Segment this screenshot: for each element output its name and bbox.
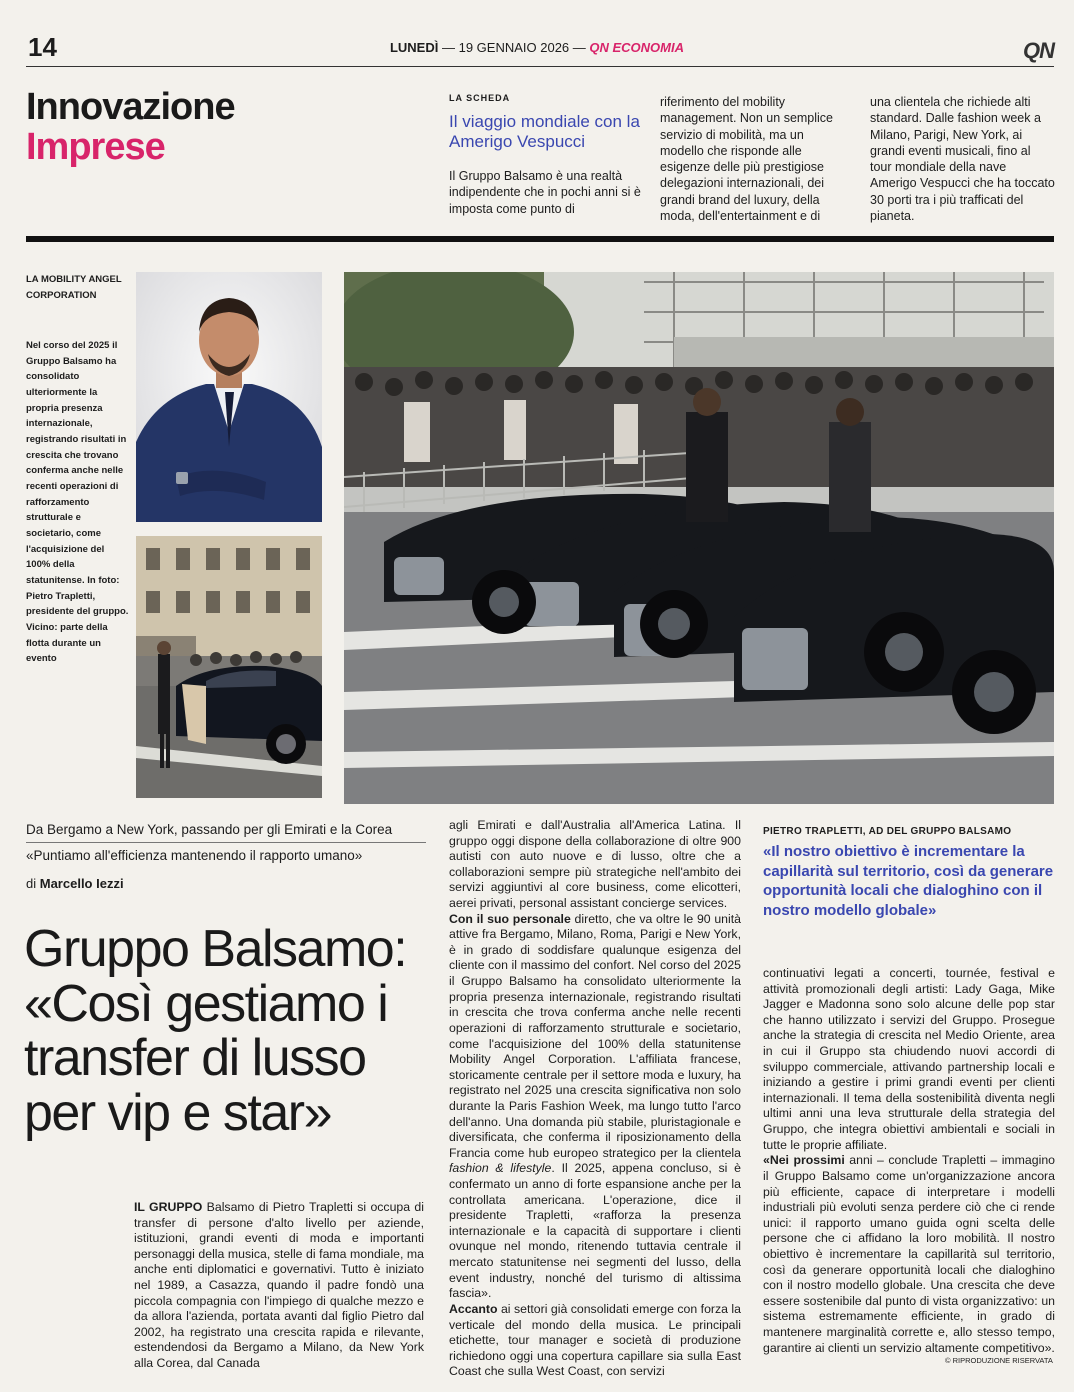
scheda-title: Il viaggio mondiale con la Amerigo Vespucci: [449, 112, 640, 151]
folio: [0, 40, 1074, 55]
col3-paragraph-2: [763, 1153, 1055, 1356]
col1-lead: IL GRUPPO: [134, 1200, 203, 1214]
caption-text: Nel corso del 2025 il Gruppo Balsamo ha consolidato ulteriormente la propria presenza internazionale, registrando risultati in crescita che trovano conferma anche nelle recenti operazioni di rafforzamento strutturale e societario, come l'acquisizione del 100% della statunitense. In foto: Pietro Trapletti, presidente del gruppo. Vicino: parte della flotta durante un evento: [26, 340, 129, 665]
pull-quote: «Il nostro obiettivo è incrementare la capillarità sul territorio, così da generare opportunità locali che dialoghino con il nostro modello globale»: [763, 843, 1054, 919]
article-deck-2: «Puntiamo all'efficienza mantenendo il rapporto umano»: [26, 848, 363, 863]
quote-kicker: PIETRO TRAPLETTI, AD DEL GRUPPO BALSAMO: [763, 826, 1012, 837]
col2-p2-emphasis: fashion & lifestyle: [449, 1161, 552, 1176]
copyright-notice: © RIPRODUZIONE RISERVATA: [945, 1356, 1053, 1365]
byline: [26, 876, 124, 891]
col2-paragraph-2: [449, 912, 741, 1302]
page-number: 14: [28, 32, 57, 62]
header-divider: [26, 66, 1054, 67]
col2-p2-lead: Con il suo personale: [449, 911, 571, 926]
col2-paragraph-1: agli Emirati e dall'Australia all'America Latina. Il gruppo oggi dispone della collaborazione di oltre 900 autisti con auto nuove e di lusso, oltre che a collaborazioni sempre più strategiche nell'ambito dei servizi aggiuntivi al core business, come elicotteri, aerei privati, personal assistant concierge services.: [449, 818, 741, 911]
col2-paragraph-3: [449, 1302, 741, 1380]
scheda-column-3: una clientela che richiede alti standard. Dalle fashion week a Milano, Parigi, New York, ai grandi eventi musicali, fino al tour mondiale della nave Amerigo Vespucci che ha toccato 30 porti tra i più trafficati del pianeta.: [870, 95, 1055, 223]
caption-heading: LA MOBILITY ANGEL CORPORATION: [26, 274, 122, 301]
article-column-3: [763, 966, 1055, 1356]
col2-p2-end: . Il 2025, appena concluso, si è confermato un anno di forte espansione anche per la controllata americana. L'operazione, dice il presidente Trapletti, «rafforza la presenza internazionale e la capacità di supportare i clienti ovunque nel mondo, ritenendo tuttavia centrale il mercato statunitense nei segmenti del lusso, della event industry, nonché del turismo di altissima fascia».: [449, 1161, 741, 1301]
col3-p2-lead: «Nei prossimi: [763, 1153, 845, 1168]
byline-prefix: di: [26, 876, 37, 891]
author-name: Marcello Iezzi: [39, 876, 124, 891]
folio-date: — 19 GENNAIO 2026 —: [441, 40, 586, 55]
folio-day: LUNEDÌ: [389, 40, 439, 55]
street-car-photo: [136, 536, 322, 798]
col2-p3-lead: Accanto: [449, 1301, 498, 1316]
article-column-1: [134, 1200, 424, 1372]
scheda-kicker: LA SCHEDA: [449, 93, 511, 103]
scheda-column-2: riferimento del mobility management. Non un semplice servizio di mobilità, ma un modello che risponde alle esigenze delle più prestigiose delegazioni internazionali, dei grandi brand del luxury, della moda, dell'entertainment e di: [660, 95, 834, 223]
section-title-line2: Imprese: [26, 126, 165, 168]
article-headline: Gruppo Balsamo: «Così gestiamo i transfer di lusso per vip e star»: [24, 920, 407, 1142]
fleet-event-photo: [344, 272, 1054, 804]
portrait-photo: [136, 272, 322, 522]
folio-section-brand: QN ECONOMIA: [589, 40, 685, 55]
qn-logo: QN: [1023, 38, 1054, 63]
col3-paragraph-1: continuativi legati a concerti, tournée, festival e attività promozionali degli artisti: Lady Gaga, Mike Jagger e Madonna sono solo alcune delle pop star che hanno utilizzato i servizi del Gruppo. Prosegue anche la strategia di crescita nel Medio Oriente, area in cui il Gruppo sta chiudendo nuovi accordi di sviluppo commerciale, attivando partnership locali e iniziando a gestire i primi grandi eventi per clienti internazionali. Il tema della sostenibilità diventa negli ultimi anni una leva strutturale della strategia del Gruppo, che integra obiettivi ambientali e sociali in tutte le proprie affiliate.: [763, 966, 1055, 1152]
scheda-column-1: Il Gruppo Balsamo è una realtà indipendente che in pochi anni si è imposta come punto di: [449, 169, 641, 216]
section-divider: [26, 236, 1054, 242]
col2-p2-text: diretto, che va oltre le 90 unità attive fra Bergamo, Milano, Roma, Parigi e New York, è in grado di soddisfare qualunque esigenza del cliente con il massimo del confort. Nel corso del 2025 il Gruppo Balsamo ha consolidato ulteriormente la propria presenza internazionale, registrando risultati in crescita che trova conferma anche nelle recenti operazioni di rafforzamento strutturale e societario, come l'acquisizione del 100% della statunitense Mobility Angel Corporation. L'affiliata francese, storicamente centrale per il settore moda e luxury, ha registrato nel 2025 una crescita significativa non solo durante la Paris Fashion Week, ma lungo tutto l'arco dell'anno. Una domanda più stabile, pluristagionale e diversificata, che conferma il riposizionamento della Francia come hub europeo strategico per la clientela: [449, 911, 741, 1160]
section-title-line1: Innovazione: [26, 86, 235, 128]
bleed-through-text: [300, 100, 309, 139]
col3-p2-text: anni – conclude Trapletti – immagino il Gruppo Balsamo come un'organizzazione ancora più efficiente, capace di interpretare i modelli industriali più evoluti senza perdere ciò che ci rende unici: il rapporto umano guida ogni scelta delle persone che ci affidano la loro mobilità. Il nostro obiettivo è incrementare la capillarità sul territorio, così da generare opportunità locali che dialoghino con il nostro modello globale. Una crescita che deve essere sostenibile dal punto di vista organizzativo: un sistema estremamente efficiente, in grado di mantenere marginalità corrette e, allo stesso tempo, garantire ai clienti un servizio altamente competitivo».: [763, 1153, 1056, 1355]
col1-text: Balsamo di Pietro Trapletti si occupa di transfer di persone d'alto livello per aziende, istituzioni, grandi eventi di moda e importanti personaggi della musica, stelle di fama mondiale, ma anche enti diplomatici e governativi. Tutto è iniziato nel 1989, a Casazza, quando il padre fondò una piccola compagnia con l'impiego di qualche mezzo e da allora l'azienda, portata avanti dal figlio Pietro dal 2002, ha registrato una crescita rapida e rilevante, estendendosi da Bergamo a Milano, da New York alla Corea, dal Canada: [134, 1200, 424, 1371]
col2-p3-text: ai settori già consolidati emerge con forza la verticale del mondo della musica. Le principali etichette, tour manager e società di produzione richiedono oggi una copertura capillare sia sulla East Coast che sulla West Coast, con servizi: [449, 1301, 741, 1379]
article-column-2: [449, 818, 741, 1380]
article-deck-1: Da Bergamo a New York, passando per gli Emirati e la Corea: [26, 822, 393, 837]
deck-divider: [26, 842, 426, 843]
